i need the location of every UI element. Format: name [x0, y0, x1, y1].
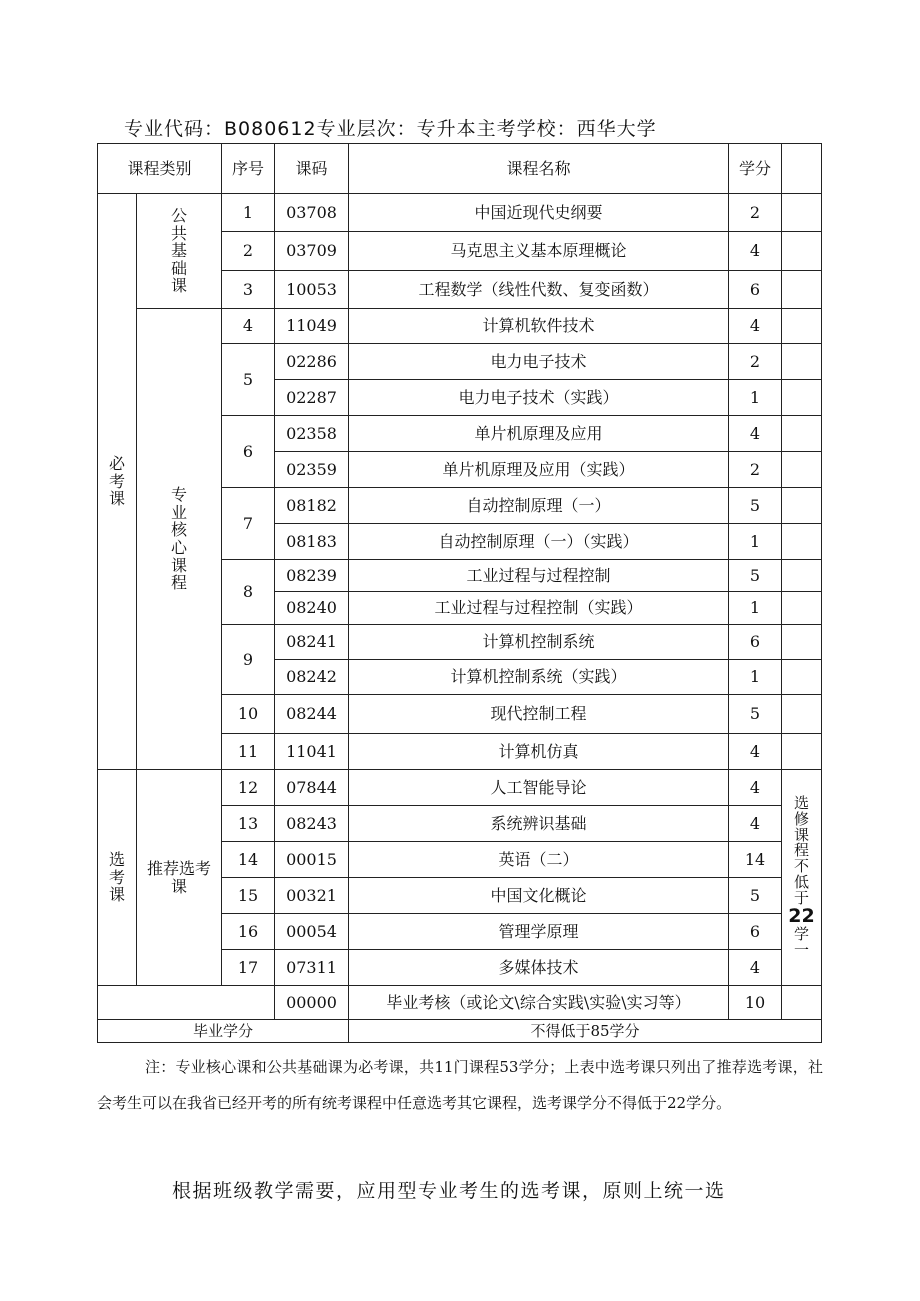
cell-extra	[782, 416, 822, 452]
cell-code: 03708	[275, 194, 349, 232]
table-row	[98, 309, 822, 344]
cell-credit: 4	[729, 806, 782, 842]
cell-name: 自动控制原理（一）	[349, 488, 729, 524]
cell-name: 中国文化概论	[349, 878, 729, 914]
cell-extra	[782, 452, 822, 488]
cell-seq: 10	[222, 695, 275, 734]
cell-name: 电力电子技术（实践）	[349, 380, 729, 416]
table-row	[98, 986, 822, 1020]
cell-credit: 5	[729, 878, 782, 914]
cell-extra	[782, 592, 822, 625]
cell-code: 08242	[275, 660, 349, 695]
cell-seq: 13	[222, 806, 275, 842]
cell-credit: 4	[729, 770, 782, 806]
cell-code: 00015	[275, 842, 349, 878]
cell-seq: 1	[222, 194, 275, 232]
cell-credit: 6	[729, 625, 782, 660]
cell-code: 07844	[275, 770, 349, 806]
header-name: 课程名称	[349, 144, 729, 194]
cell-credit: 4	[729, 416, 782, 452]
cell-credit: 5	[729, 488, 782, 524]
course-table	[97, 143, 822, 1043]
cell-name: 计算机控制系统	[349, 625, 729, 660]
cell-code: 07311	[275, 950, 349, 986]
cell-extra	[782, 271, 822, 309]
cell-name: 中国近现代史纲要	[349, 194, 729, 232]
cell-seq: 16	[222, 914, 275, 950]
cell-seq: 6	[222, 416, 275, 488]
cell-code: 02358	[275, 416, 349, 452]
trailing-paragraph: 根据班级教学需要，应用型专业考生的选考课，原则上统一选	[172, 1180, 726, 1202]
table-row	[98, 194, 822, 232]
cell-code: 08241	[275, 625, 349, 660]
cell-name: 工业过程与过程控制	[349, 560, 729, 592]
cell-seq: 8	[222, 560, 275, 625]
group-required: 必考课	[98, 194, 137, 770]
cell-extra	[782, 660, 822, 695]
cell-code: 08183	[275, 524, 349, 560]
cell-extra	[782, 380, 822, 416]
cell-code: 02359	[275, 452, 349, 488]
cell-extra	[782, 695, 822, 734]
cell-seq: 11	[222, 734, 275, 770]
elective-credit-note: 选修课程不低于 22 学一	[782, 770, 822, 986]
cell-name: 毕业考核（或论文\综合实践\实验\实习等）	[349, 986, 729, 1020]
footnote: 注：专业核心课和公共基础课为必考课，共11门课程53学分；上表中选考课只列出了推荐选考课，社会考生可以在我省已经开考的所有统考课程中任意选考其它课程，选考课学分不得低于22学分。	[97, 1058, 823, 1112]
cell-name: 英语（二）	[349, 842, 729, 878]
cell-credit: 2	[729, 194, 782, 232]
total-row	[98, 1020, 822, 1043]
cell-extra	[782, 734, 822, 770]
cell-credit: 6	[729, 914, 782, 950]
cell-code: 08239	[275, 560, 349, 592]
cell-seq: 2	[222, 232, 275, 271]
cell-code: 10053	[275, 271, 349, 309]
cell-credit: 1	[729, 592, 782, 625]
cell-extra	[782, 560, 822, 592]
cell-credit: 4	[729, 734, 782, 770]
table-header-row	[98, 144, 822, 194]
header-code: 课码	[275, 144, 349, 194]
group-recommended: 推荐选考课	[137, 770, 222, 986]
cell-code: 11049	[275, 309, 349, 344]
header-seq: 序号	[222, 144, 275, 194]
cell-extra	[782, 986, 822, 1020]
cell-name: 工业过程与过程控制（实践）	[349, 592, 729, 625]
cell-credit: 5	[729, 695, 782, 734]
group-elective: 选考课	[98, 770, 137, 986]
cell-name: 计算机控制系统（实践）	[349, 660, 729, 695]
cell-credit: 4	[729, 309, 782, 344]
cell-code: 00000	[275, 986, 349, 1020]
cell-blank	[98, 986, 275, 1020]
cell-code: 02286	[275, 344, 349, 380]
cell-seq: 5	[222, 344, 275, 416]
cell-name: 单片机原理及应用（实践）	[349, 452, 729, 488]
cell-seq: 14	[222, 842, 275, 878]
cell-code: 02287	[275, 380, 349, 416]
cell-extra	[782, 232, 822, 271]
cell-extra	[782, 625, 822, 660]
cell-name: 系统辨识基础	[349, 806, 729, 842]
cell-name: 人工智能导论	[349, 770, 729, 806]
header-extra	[782, 144, 822, 194]
cell-credit: 2	[729, 452, 782, 488]
total-label: 毕业学分	[98, 1020, 349, 1043]
cell-extra	[782, 194, 822, 232]
cell-credit: 2	[729, 344, 782, 380]
cell-name: 计算机软件技术	[349, 309, 729, 344]
cell-code: 00054	[275, 914, 349, 950]
group-core: 专业核心课程	[137, 309, 222, 770]
cell-credit: 14	[729, 842, 782, 878]
cell-credit: 6	[729, 271, 782, 309]
cell-code: 08244	[275, 695, 349, 734]
cell-seq: 3	[222, 271, 275, 309]
cell-name: 单片机原理及应用	[349, 416, 729, 452]
total-value: 不得低于85学分	[349, 1020, 822, 1043]
header-category: 课程类别	[98, 144, 222, 194]
cell-code: 03709	[275, 232, 349, 271]
group-public-basic: 公共基础课	[137, 194, 222, 309]
cell-extra	[782, 524, 822, 560]
cell-name: 多媒体技术	[349, 950, 729, 986]
cell-seq: 15	[222, 878, 275, 914]
cell-credit: 4	[729, 232, 782, 271]
cell-credit: 1	[729, 524, 782, 560]
cell-name: 计算机仿真	[349, 734, 729, 770]
page-header: 专业代码：B080612专业层次：专升本主考学校：西华大学	[124, 118, 657, 140]
cell-seq: 4	[222, 309, 275, 344]
cell-name: 现代控制工程	[349, 695, 729, 734]
cell-name: 工程数学（线性代数、复变函数）	[349, 271, 729, 309]
cell-code: 00321	[275, 878, 349, 914]
cell-extra	[782, 488, 822, 524]
cell-extra	[782, 344, 822, 380]
cell-seq: 9	[222, 625, 275, 695]
cell-code: 11041	[275, 734, 349, 770]
cell-credit: 4	[729, 950, 782, 986]
cell-code: 08240	[275, 592, 349, 625]
table-row	[98, 770, 822, 806]
cell-credit: 10	[729, 986, 782, 1020]
cell-name: 自动控制原理（一）（实践）	[349, 524, 729, 560]
cell-extra	[782, 309, 822, 344]
cell-name: 管理学原理	[349, 914, 729, 950]
header-credit: 学分	[729, 144, 782, 194]
cell-credit: 1	[729, 660, 782, 695]
cell-credit: 5	[729, 560, 782, 592]
cell-code: 08243	[275, 806, 349, 842]
cell-name: 电力电子技术	[349, 344, 729, 380]
cell-name: 马克思主义基本原理概论	[349, 232, 729, 271]
cell-code: 08182	[275, 488, 349, 524]
cell-seq: 7	[222, 488, 275, 560]
cell-credit: 1	[729, 380, 782, 416]
cell-seq: 17	[222, 950, 275, 986]
cell-seq: 12	[222, 770, 275, 806]
